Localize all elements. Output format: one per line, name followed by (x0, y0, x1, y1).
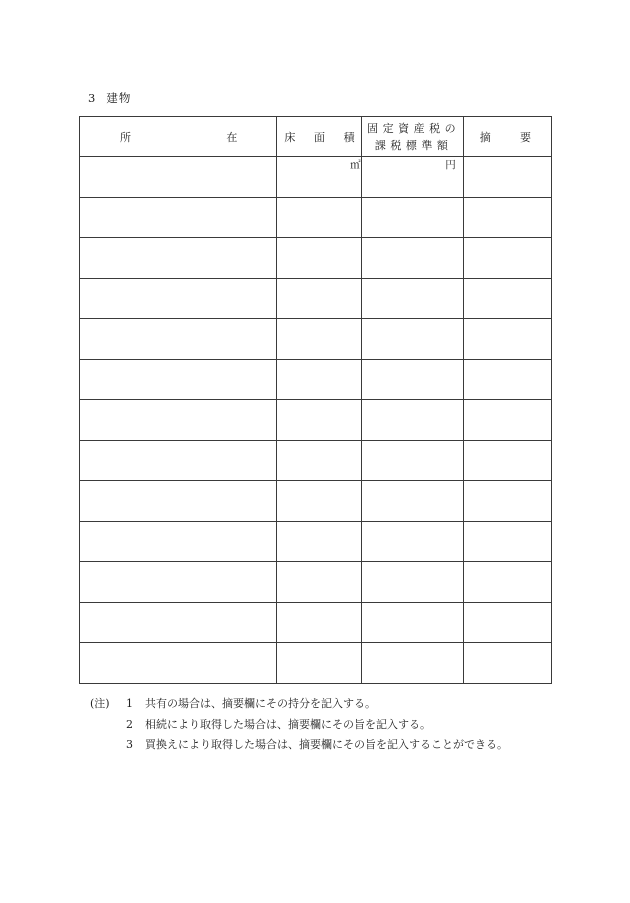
location-cell[interactable] (80, 643, 277, 684)
floor-area-cell[interactable] (277, 521, 361, 562)
tax-value-cell[interactable] (361, 238, 463, 279)
tax-value-cell[interactable] (361, 602, 463, 643)
floor-area-cell[interactable] (277, 602, 361, 643)
header-floor-char-1: 床 (284, 130, 296, 144)
location-cell[interactable] (80, 562, 277, 603)
note-item (90, 694, 508, 715)
header-tax-line-1: 固定資産税の (367, 121, 461, 135)
location-cell[interactable] (80, 440, 277, 481)
table-row (80, 278, 552, 319)
note-number: 3 (126, 738, 133, 751)
note-text: 買換えにより取得した場合は、摘要欄にその旨を記入することができる。 (145, 738, 508, 751)
remarks-cell[interactable] (463, 643, 551, 684)
note-text: 共有の場合は、摘要欄にその持分を記入する。 (145, 697, 376, 710)
building-table (79, 116, 552, 684)
table-row (80, 521, 552, 562)
remarks-cell[interactable] (463, 440, 551, 481)
floor-area-cell[interactable] (277, 238, 361, 279)
tax-value-cell[interactable] (361, 643, 463, 684)
location-cell[interactable] (80, 319, 277, 360)
floor-area-unit: ㎡ (350, 159, 361, 171)
floor-area-cell[interactable] (277, 643, 361, 684)
header-location-char-1: 所 (120, 130, 132, 144)
tax-value-cell[interactable] (361, 481, 463, 522)
floor-area-cell[interactable] (277, 359, 361, 400)
table-row (80, 643, 552, 684)
remarks-cell[interactable] (463, 602, 551, 643)
location-cell[interactable] (80, 602, 277, 643)
table-row (80, 400, 552, 441)
note-item (90, 735, 508, 756)
header-remarks-char-2: 要 (520, 130, 531, 144)
table-row (80, 562, 552, 603)
remarks-cell[interactable] (463, 400, 551, 441)
tax-value-cell[interactable] (361, 197, 463, 238)
location-cell[interactable] (80, 359, 277, 400)
table-row (80, 238, 552, 279)
header-location (80, 117, 277, 157)
floor-area-cell[interactable] (277, 562, 361, 603)
remarks-cell[interactable] (463, 157, 551, 198)
remarks-cell[interactable] (463, 238, 551, 279)
header-tax-line-2: 課税標準額 (374, 138, 453, 152)
table-row (80, 440, 552, 481)
tax-value-unit: 円 (445, 159, 456, 171)
location-cell[interactable] (80, 157, 277, 198)
header-remarks (463, 117, 551, 157)
remarks-cell[interactable] (463, 521, 551, 562)
remarks-cell[interactable] (463, 197, 551, 238)
section-title-text: 建物 (106, 91, 132, 105)
floor-area-cell[interactable] (277, 440, 361, 481)
location-cell[interactable] (80, 197, 277, 238)
notes-section (90, 694, 508, 756)
floor-area-cell[interactable] (277, 319, 361, 360)
location-cell[interactable] (80, 481, 277, 522)
tax-value-cell[interactable] (361, 562, 463, 603)
floor-area-cell[interactable] (277, 278, 361, 319)
tax-value-cell[interactable] (361, 278, 463, 319)
floor-area-cell[interactable] (277, 400, 361, 441)
table-row (80, 157, 552, 198)
section-title (88, 90, 131, 106)
header-location-char-2: 在 (226, 130, 239, 144)
header-floor-area (277, 117, 361, 157)
header-remarks-char-1: 摘 (479, 130, 491, 144)
note-text: 相続により取得した場合は、摘要欄にその旨を記入する。 (145, 717, 431, 731)
table-row (80, 197, 552, 238)
tax-value-cell[interactable] (361, 400, 463, 441)
header-floor-char-3: 積 (343, 130, 355, 144)
tax-value-cell[interactable] (361, 319, 463, 360)
floor-area-cell[interactable] (277, 197, 361, 238)
notes-label: (注) (90, 697, 110, 710)
tax-value-cell[interactable] (361, 521, 463, 562)
remarks-cell[interactable] (463, 562, 551, 603)
note-number: 1 (126, 697, 133, 710)
note-number: 2 (126, 717, 133, 731)
note-item (90, 715, 508, 736)
location-cell[interactable] (80, 278, 277, 319)
header-tax-value (361, 117, 463, 157)
table-row (80, 319, 552, 360)
section-number: 3 (88, 91, 97, 105)
remarks-cell[interactable] (463, 319, 551, 360)
tax-value-cell[interactable] (361, 157, 463, 198)
remarks-cell[interactable] (463, 359, 551, 400)
tax-value-cell[interactable] (361, 440, 463, 481)
location-cell[interactable] (80, 238, 277, 279)
table-row (80, 481, 552, 522)
table-row (80, 602, 552, 643)
location-cell[interactable] (80, 521, 277, 562)
remarks-cell[interactable] (463, 278, 551, 319)
tax-value-cell[interactable] (361, 359, 463, 400)
location-cell[interactable] (80, 400, 277, 441)
header-row (80, 117, 552, 157)
header-floor-char-2: 面 (313, 130, 325, 144)
table-row (80, 359, 552, 400)
floor-area-cell[interactable] (277, 157, 361, 198)
remarks-cell[interactable] (463, 481, 551, 522)
floor-area-cell[interactable] (277, 481, 361, 522)
